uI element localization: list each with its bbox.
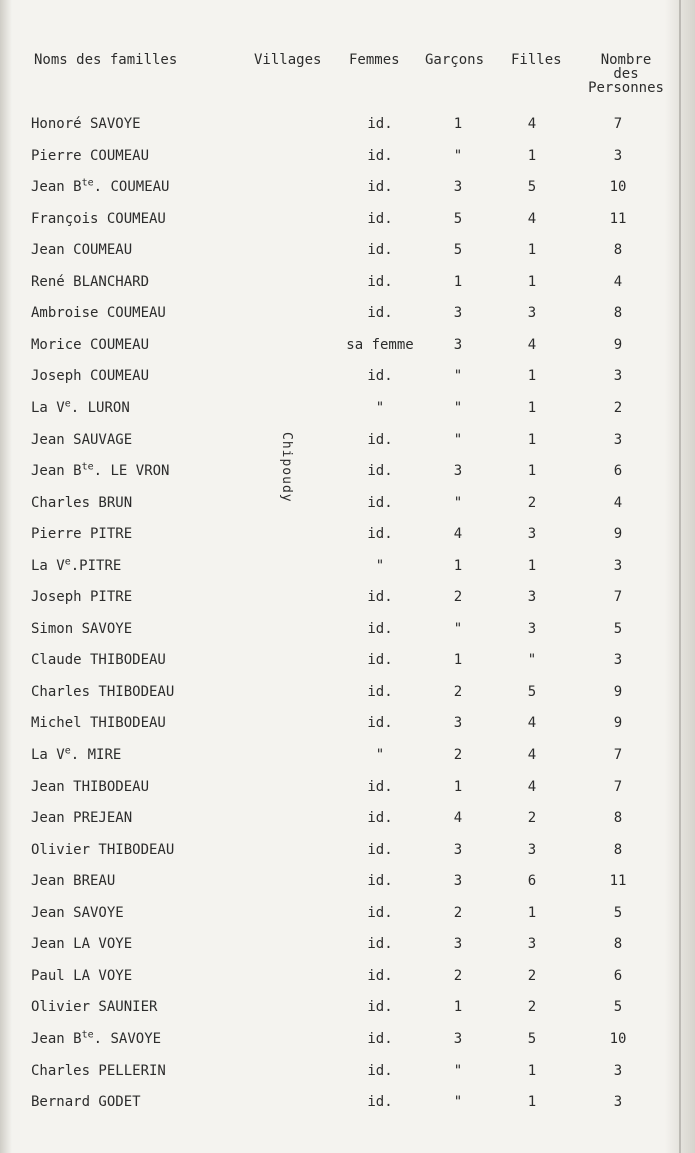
family-name (31, 1061, 166, 1081)
filles-cell: 5 (527, 179, 537, 196)
family-name (31, 366, 149, 386)
nombre-cell: 6 (613, 967, 623, 984)
femmes-cell: id. (367, 715, 393, 732)
table-row (0, 619, 695, 639)
filles-cell: 1 (527, 557, 537, 574)
family-name (31, 303, 166, 323)
femmes-cell: id. (367, 179, 393, 196)
family-name-part: La V (31, 557, 65, 574)
nombre-cell: 7 (613, 778, 623, 795)
femmes-cell: id. (367, 652, 393, 669)
filles-cell: 1 (527, 904, 537, 921)
family-name-part: Simon SAVOYE (31, 620, 133, 637)
family-name-part: Joseph PITRE (31, 589, 133, 606)
nombre-cell: 3 (613, 431, 623, 448)
filles-cell: 1 (527, 242, 537, 259)
table-row (0, 177, 695, 197)
femmes-cell: sa femme (346, 336, 414, 353)
family-name-superscript: te (81, 1029, 94, 1041)
filles-cell: 3 (527, 305, 537, 322)
filles-cell: 2 (527, 967, 537, 984)
femmes-cell: id. (367, 904, 393, 921)
femmes-cell: id. (367, 305, 393, 322)
header-nombre-line2: des (613, 66, 639, 82)
filles-cell: 6 (527, 873, 537, 890)
table-row (0, 650, 695, 670)
family-name-part: Charles BRUN (31, 494, 133, 511)
garcons-cell: 2 (453, 904, 463, 921)
family-name-part: Olivier THIBODEAU (31, 841, 175, 858)
nombre-cell: 8 (613, 810, 623, 827)
garcons-cell: 1 (453, 273, 463, 290)
filles-cell: 2 (527, 810, 537, 827)
family-name (31, 524, 132, 544)
nombre-cell: 4 (613, 273, 623, 290)
family-name (31, 146, 149, 166)
family-name-superscript: e (64, 745, 71, 757)
filles-cell: 5 (527, 1030, 537, 1047)
femmes-cell: id. (367, 431, 393, 448)
family-name-part: Ambroise COUMEAU (31, 305, 166, 322)
filles-cell: 4 (527, 747, 537, 763)
nombre-cell: 11 (609, 873, 627, 890)
nombre-cell: 6 (613, 463, 623, 480)
family-name (31, 682, 174, 702)
family-name-part: René BLANCHARD (31, 273, 150, 290)
family-name (31, 966, 132, 986)
table-row (0, 934, 695, 954)
nombre-cell: 7 (613, 116, 623, 132)
family-name-part: Charles THIBODEAU (31, 683, 175, 700)
nombre-cell: 7 (613, 589, 623, 606)
nombre-cell: 8 (613, 841, 623, 858)
family-name-part: Pierre PITRE (31, 526, 133, 543)
family-name-part: Jean B (31, 179, 82, 196)
garcons-cell: 3 (453, 336, 463, 353)
femmes-cell: id. (367, 841, 393, 858)
garcons-cell: 3 (453, 715, 463, 732)
family-name-part: Jean LA VOYE (31, 936, 133, 953)
nombre-cell: 5 (613, 620, 623, 637)
femmes-cell: id. (367, 936, 393, 953)
family-name (31, 713, 166, 733)
nombre-cell: 3 (613, 557, 623, 574)
filles-cell: 1 (527, 368, 537, 385)
family-name (31, 335, 149, 355)
nombre-cell: 5 (613, 904, 623, 921)
nombre-cell: 2 (613, 399, 623, 416)
garcons-cell: " (453, 147, 463, 164)
family-name (31, 934, 132, 954)
filles-cell: 1 (527, 463, 537, 480)
family-name-part: La V (31, 399, 65, 416)
family-name (31, 272, 149, 292)
garcons-cell: 3 (453, 463, 463, 480)
table-row (0, 966, 695, 986)
nombre-cell: 9 (613, 683, 623, 700)
filles-cell: 1 (527, 1062, 537, 1079)
header-villages: Villages (254, 52, 322, 68)
family-name (31, 461, 169, 481)
table-row (0, 272, 695, 292)
family-name (31, 777, 149, 797)
filles-cell: 2 (527, 494, 537, 511)
nombre-cell: 9 (613, 715, 623, 732)
family-name (31, 997, 157, 1017)
filles-cell: " (527, 652, 537, 669)
garcons-cell: 1 (453, 652, 463, 669)
garcons-cell: 3 (453, 305, 463, 322)
family-name (31, 903, 124, 923)
filles-cell: 1 (527, 147, 537, 164)
filles-cell: 3 (527, 526, 537, 543)
header-filles: Filles (511, 52, 562, 68)
header-nombre-line1: Nombre (600, 52, 652, 68)
femmes-cell: id. (367, 1062, 393, 1079)
family-name-part: Jean B (31, 463, 82, 480)
family-name (31, 177, 169, 197)
garcons-cell: 1 (453, 116, 463, 132)
nombre-cell: 11 (609, 210, 627, 227)
family-name (31, 840, 174, 860)
garcons-cell: " (453, 620, 463, 637)
femmes-cell: id. (367, 463, 393, 480)
table-row (0, 777, 695, 797)
femmes-cell: " (375, 557, 385, 574)
family-name-superscript: te (81, 461, 94, 473)
femmes-cell: id. (367, 1030, 393, 1047)
header-nombre (584, 53, 668, 95)
family-name-part: Jean COUMEAU (31, 242, 133, 259)
family-name-part: La V (31, 747, 65, 763)
family-name-part: Paul LA VOYE (31, 967, 133, 984)
femmes-cell: id. (367, 620, 393, 637)
nombre-cell: 4 (613, 494, 623, 511)
family-name (31, 650, 166, 670)
garcons-cell: " (453, 1062, 463, 1079)
garcons-cell: 1 (453, 778, 463, 795)
family-name (31, 1092, 141, 1112)
family-name-part: Olivier SAUNIER (31, 999, 158, 1016)
femmes-cell: id. (367, 873, 393, 890)
header-garcons: Garçons (425, 52, 485, 68)
family-name-part: Joseph COUMEAU (31, 368, 150, 385)
femmes-cell: id. (367, 683, 393, 700)
table-row (0, 303, 695, 323)
garcons-cell: " (453, 1094, 463, 1111)
table-row (0, 430, 695, 450)
table-row (0, 713, 695, 733)
garcons-cell: 2 (453, 683, 463, 700)
family-name-part: Pierre COUMEAU (31, 147, 150, 164)
filles-cell: 4 (527, 116, 537, 132)
table-row (0, 461, 695, 481)
femmes-cell: " (375, 399, 385, 416)
femmes-cell: id. (367, 967, 393, 984)
garcons-cell: 2 (453, 589, 463, 606)
filles-cell: 3 (527, 936, 537, 953)
family-name-rest: . LURON (70, 399, 130, 416)
garcons-cell: " (453, 368, 463, 385)
table-row (0, 240, 695, 260)
femmes-cell: id. (367, 242, 393, 259)
garcons-cell: 3 (453, 1030, 463, 1047)
femmes-cell: id. (367, 1094, 393, 1111)
family-name-part: Michel THIBODEAU (31, 715, 166, 732)
family-name (31, 114, 141, 134)
filles-cell: 1 (527, 1094, 537, 1111)
filles-cell: 1 (527, 399, 537, 416)
nombre-cell: 5 (613, 999, 623, 1016)
garcons-cell: 2 (453, 747, 463, 763)
header-nombre-line3: Personnes (588, 80, 664, 96)
family-name-part: Jean THIBODEAU (31, 778, 150, 795)
garcons-cell: 1 (453, 999, 463, 1016)
table-row (0, 524, 695, 544)
family-name (31, 587, 132, 607)
filles-cell: 4 (527, 210, 537, 227)
table-row (0, 997, 695, 1017)
table-row (0, 871, 695, 891)
femmes-cell: id. (367, 147, 393, 164)
table-row (0, 1092, 695, 1112)
nombre-cell: 8 (613, 936, 623, 953)
village-label: Chipoudy (279, 432, 294, 503)
filles-cell: 4 (527, 336, 537, 353)
nombre-cell: 8 (613, 305, 623, 322)
femmes-cell: id. (367, 778, 393, 795)
filles-cell: 3 (527, 589, 537, 606)
femmes-cell: id. (367, 494, 393, 511)
family-name-rest: . COUMEAU (93, 179, 170, 196)
femmes-cell: id. (367, 273, 393, 290)
family-name (31, 493, 132, 513)
family-name-part: Bernard GODET (31, 1094, 141, 1111)
family-name-rest: . MIRE (70, 747, 122, 763)
garcons-cell: " (453, 494, 463, 511)
family-name (31, 871, 115, 891)
nombre-cell: 3 (613, 652, 623, 669)
filles-cell: 5 (527, 683, 537, 700)
header-femmes: Femmes (349, 52, 400, 68)
femmes-cell: id. (367, 368, 393, 385)
family-name (31, 209, 166, 229)
table-row (0, 114, 695, 134)
nombre-cell: 10 (609, 179, 627, 196)
garcons-cell: 3 (453, 936, 463, 953)
family-name-part: Jean B (31, 1030, 82, 1047)
family-name-superscript: te (81, 177, 94, 189)
nombre-cell: 8 (613, 242, 623, 259)
filles-cell: 4 (527, 715, 537, 732)
family-name-part: Jean PREJEAN (31, 810, 133, 827)
table-row (0, 1029, 695, 1049)
table-row (0, 808, 695, 828)
nombre-cell: 7 (613, 747, 623, 763)
nombre-cell: 9 (613, 526, 623, 543)
femmes-cell: " (375, 747, 385, 763)
garcons-cell: 3 (453, 841, 463, 858)
family-name-part: Jean SAVOYE (31, 904, 124, 921)
nombre-cell: 9 (613, 336, 623, 353)
table-row (0, 335, 695, 355)
family-name (31, 619, 132, 639)
nombre-cell: 10 (609, 1030, 627, 1047)
family-name-part: Jean SAUVAGE (31, 431, 133, 448)
family-name-part: Honoré SAVOYE (31, 116, 141, 132)
family-name (31, 240, 132, 260)
garcons-cell: 3 (453, 873, 463, 890)
garcons-cell: " (453, 431, 463, 448)
family-name (31, 430, 132, 450)
garcons-cell: 5 (453, 210, 463, 227)
garcons-cell: " (453, 399, 463, 416)
femmes-cell: id. (367, 210, 393, 227)
filles-cell: 4 (527, 778, 537, 795)
family-name-part: Claude THIBODEAU (31, 652, 166, 669)
filles-cell: 3 (527, 620, 537, 637)
family-name-part: Morice COUMEAU (31, 336, 150, 353)
family-name (31, 745, 121, 765)
table-row (0, 682, 695, 702)
filles-cell: 2 (527, 999, 537, 1016)
table-row (0, 556, 695, 576)
table-row (0, 398, 695, 418)
family-name-part: Jean BREAU (31, 873, 116, 890)
nombre-cell: 3 (613, 368, 623, 385)
femmes-cell: id. (367, 589, 393, 606)
femmes-cell: id. (367, 526, 393, 543)
garcons-cell: 4 (453, 526, 463, 543)
header-noms: Noms des familles (34, 52, 178, 68)
table-row (0, 1061, 695, 1081)
family-name-superscript: e (64, 398, 71, 410)
garcons-cell: 3 (453, 179, 463, 196)
table-row (0, 209, 695, 229)
family-name-rest: . LE VRON (93, 463, 170, 480)
table-row (0, 903, 695, 923)
table-row (0, 493, 695, 513)
femmes-cell: id. (367, 116, 393, 132)
family-name-rest: .PITRE (70, 557, 122, 574)
filles-cell: 1 (527, 273, 537, 290)
table-row (0, 366, 695, 386)
garcons-cell: 1 (453, 557, 463, 574)
family-name (31, 808, 132, 828)
garcons-cell: 2 (453, 967, 463, 984)
family-name-rest: . SAVOYE (93, 1030, 162, 1047)
garcons-cell: 4 (453, 810, 463, 827)
femmes-cell: id. (367, 810, 393, 827)
table-row (0, 840, 695, 860)
table-row (0, 587, 695, 607)
family-name (31, 556, 121, 576)
family-name (31, 1029, 161, 1049)
femmes-cell: id. (367, 999, 393, 1016)
family-name (31, 398, 130, 418)
nombre-cell: 3 (613, 1094, 623, 1111)
family-name-superscript: e (64, 556, 71, 568)
filles-cell: 3 (527, 841, 537, 858)
table-row (0, 745, 695, 765)
table-row (0, 146, 695, 166)
family-name-part: Charles PELLERIN (31, 1062, 166, 1079)
nombre-cell: 3 (613, 1062, 623, 1079)
garcons-cell: 5 (453, 242, 463, 259)
family-name-part: François COUMEAU (31, 210, 166, 227)
nombre-cell: 3 (613, 147, 623, 164)
filles-cell: 1 (527, 431, 537, 448)
